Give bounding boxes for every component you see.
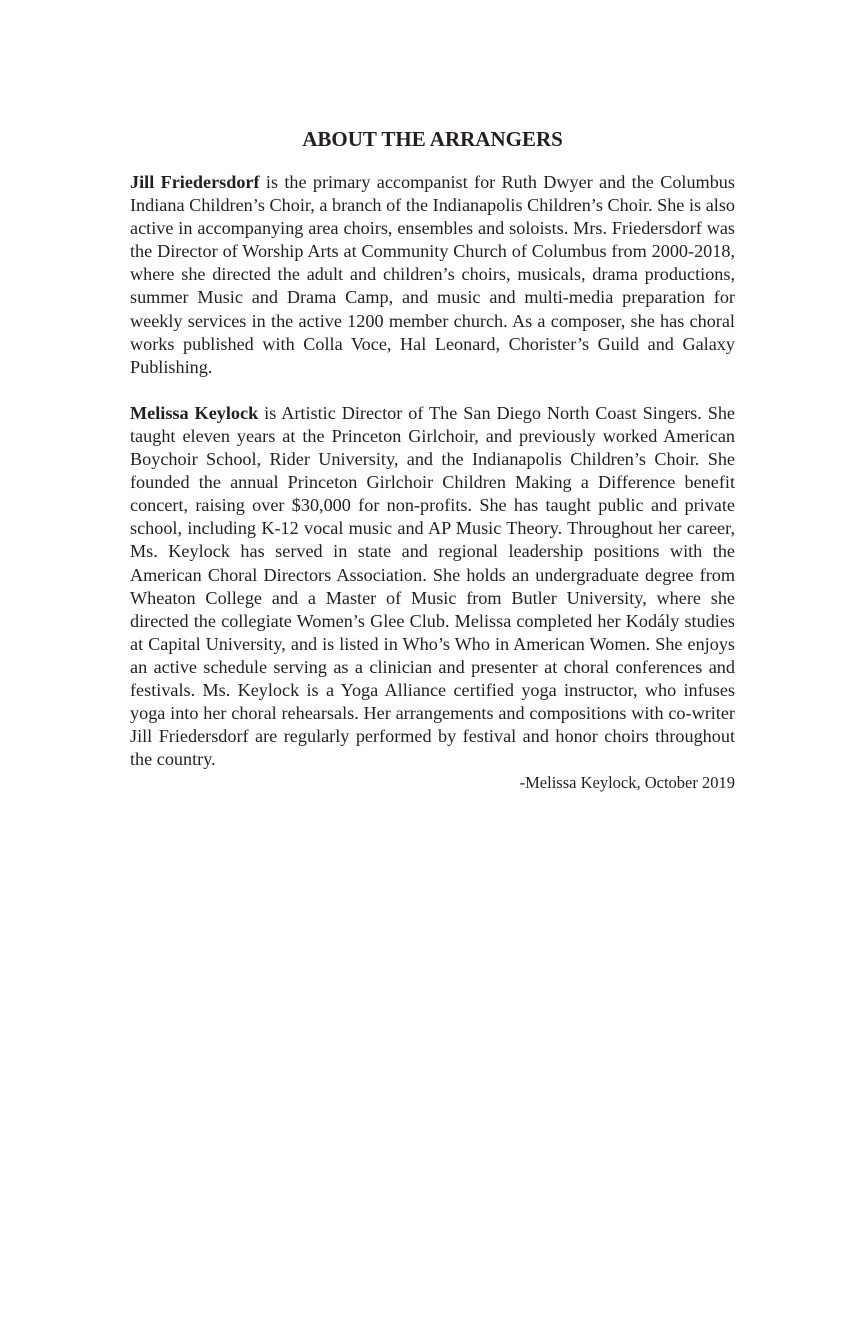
bio-paragraph-friedersdorf <box>130 171 735 379</box>
page-title: ABOUT THE ARRANGERS <box>302 127 563 151</box>
document-page <box>130 124 735 794</box>
bio-text: is the primary accompanist for Ruth Dwyer and the Columbus Indiana Children’s Choir, a branch of the Indianapolis Children’s Choir. She is also active in accompanying area choirs, ensembles and soloists. Mrs. Friedersdorf was the Director of Worship Arts at Community Church of Columbus from 2000-2018, where she directed the adult and children’s choirs, musicals, drama productions, summer Music and Drama Camp, and music and multi-media preparation for weekly services in the active 1200 member church. As a composer, she has choral works published with Colla Voce, Hal Leonard, Chorister’s Guild and Galaxy Publishing. <box>130 172 735 377</box>
bio-name: Jill Friedersdorf <box>130 172 260 192</box>
bio-text: is Artistic Director of The San Diego North Coast Singers. She taught eleven years at the Princeton Girlchoir, and previously worked American Boychoir School, Rider University, and the Indianapolis Children’s Choir. She founded the annual Princeton Girlchoir Children Making a Difference benefit concert, raising over $30,000 for non-profits. She has taught public and private school, including K-12 vocal music and AP Music Theory. Throughout her career, Ms. Keylock has served in state and regional leadership positions with the American Choral Directors Association. She holds an undergraduate degree from Wheaton College and a Master of Music from Butler University, where she directed the collegiate Women’s Glee Club. Melissa completed her Kodály studies at Capital University, and is listed in Who’s Who in American Women. She enjoys an active schedule serving as a clinician and presenter at choral conferences and festivals. Ms. Keylock is a Yoga Alliance certified yoga instructor, who infuses yoga into her choral rehearsals. Her arrangements and compositions with co-writer Jill Friedersdorf are regularly performed by festival and honor choirs throughout the country. <box>130 402 735 770</box>
bio-name: Melissa Keylock <box>130 402 259 423</box>
bio-paragraph-keylock <box>130 402 735 772</box>
signature-line: -Melissa Keylock, October 2019 <box>519 773 735 793</box>
